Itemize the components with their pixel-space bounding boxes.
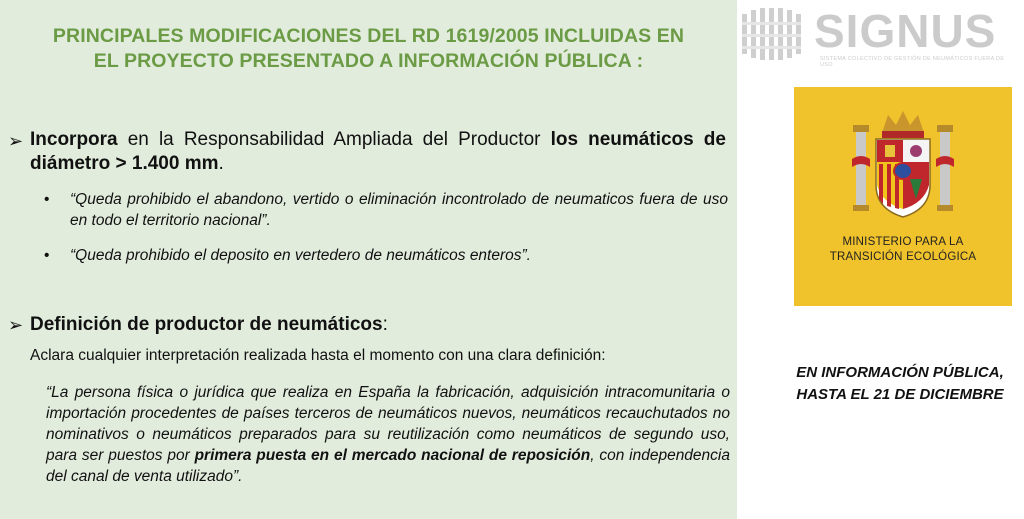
public-notice: EN INFORMACIÓN PÚBLICA, HASTA EL 21 DE DICIEMBRE (796, 364, 1004, 403)
ministry-logo (794, 87, 1012, 306)
sub-bullet-2: • “Queda prohibido el deposito en vertedero de neumáticos enteros”. (44, 247, 531, 264)
coat-of-arms-icon (852, 109, 954, 221)
clarification-text: Aclara cualquier interpretación realizada hasta el momento con una clara definición: (30, 347, 606, 364)
definition-quote: “La persona física o jurídica que realiza en España la fabricación, adquisición intracomunitaria o importación procedentes de países terceros de neumáticos nuevos, neumáticos recauchutados no nominativos o neumáticos preparados para su reutilización como neumáticos de segundo uso, para ser puestos por primera puesta en el mercado nacional de reposición, con independencia del canal de venta utilizado”. (46, 384, 730, 485)
slide-title: PRINCIPALES MODIFICACIONES DEL RD 1619/2005 INCLUIDAS EN EL PROYECTO PRESENTADO A INFORMACIÓN PÚBLICA : (52, 25, 685, 72)
arrow-bullet-icon: ➢ (8, 131, 24, 151)
signus-tagline: SISTEMA COLECTIVO DE GESTIÓN DE NEUMÁTICOS FUERA DE USO (820, 56, 1005, 68)
ministry-name: MINISTERIO PARA LA TRANSICIÓN ECOLÓGICA (829, 236, 977, 263)
signus-wordmark: SIGNUS (814, 5, 997, 57)
signus-logo-icon (742, 8, 804, 60)
signus-logo (742, 5, 1012, 68)
bullet-definicion: ➢ Definición de productor de neumáticos: (8, 312, 388, 338)
arrow-bullet-icon: ➢ (8, 315, 24, 335)
sub-bullet-1: • “Queda prohibido el abandono, vertido o eliminación incontrolado de neumaticos fuera de uso en todo el territorio nacional”. (44, 191, 728, 229)
bullet-dot-icon: • (44, 191, 50, 208)
bullet-dot-icon: • (44, 247, 50, 264)
bullet-incorpora: ➢ Incorpora en la Responsabilidad Ampliada del Productor los neumáticos de diámetro > 1.400 mm. (8, 129, 726, 174)
